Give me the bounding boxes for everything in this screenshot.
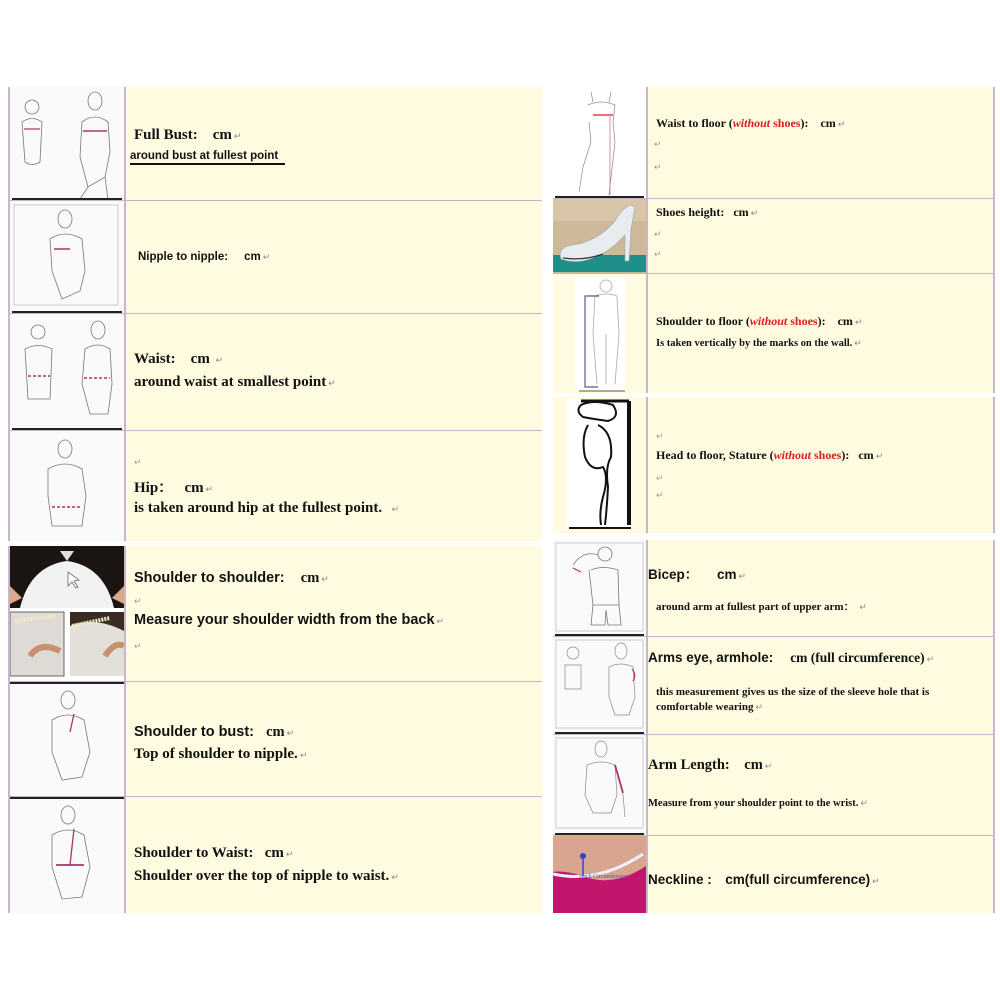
measurement-title: Waist to floor ( (656, 116, 733, 130)
return-mark-icon: ↵ (654, 139, 662, 149)
divider (555, 196, 644, 198)
measurement-title: Shoulder to Waist: (134, 845, 254, 861)
measurement-title: Hip： (134, 480, 174, 496)
profile-silhouette-icon (553, 397, 646, 533)
measurement-unit: cm (300, 570, 320, 586)
shoulder-to-waist-illustration (10, 797, 126, 913)
measurement-description: around arm at fullest part of upper arm： (656, 601, 855, 613)
return-mark-icon: ↵ (860, 798, 868, 808)
divider (10, 797, 124, 799)
measurement-unit: cm (244, 251, 261, 263)
measurement-description: Measure your shoulder width from the back (134, 612, 435, 628)
figure-sketch-icon (10, 682, 124, 795)
measurement-description: Measure from your shoulder point to the wrist. (648, 798, 859, 809)
shoulder-to-bust-cell (126, 682, 542, 796)
row-head-to-floor (553, 397, 993, 533)
right-measurement-table (553, 87, 995, 913)
return-mark-icon: ↵ (134, 596, 142, 606)
full-bust-illustration (10, 87, 126, 200)
row-shoulder-to-bust (10, 682, 542, 797)
left-measurement-table (8, 87, 542, 913)
emphasis-shoes: shoes (770, 116, 801, 130)
measurement-title: Nipple to nipple: (138, 251, 229, 263)
return-mark-icon: ↵ (299, 750, 308, 760)
row-full-bust (10, 87, 542, 201)
return-mark-icon: ↵ (262, 252, 271, 262)
return-mark-icon: ↵ (215, 355, 224, 365)
shoulder-to-waist-cell (126, 797, 542, 913)
figure-sketch-icon (553, 540, 646, 635)
return-mark-icon: ↵ (654, 249, 662, 259)
measurement-unit: cm(full circumference) (725, 872, 871, 887)
neckline-cell (648, 836, 993, 913)
hip-illustration (10, 431, 126, 541)
return-mark-icon: ↵ (738, 571, 747, 581)
armhole-illustration (553, 637, 648, 734)
emphasis-without: without (773, 448, 812, 462)
shoulder-to-floor-illustration (553, 274, 648, 393)
figure-sketch-icon (10, 431, 124, 541)
measurement-unit: cm (184, 480, 204, 496)
shoulder-to-floor-cell: Shoulder to floor (without shoes): cm ↵ Is taken vertically by the marks on the wall. ↵ (656, 314, 863, 349)
section-gap (553, 533, 995, 540)
measurement-unit: cm (212, 127, 232, 143)
measurement-title: Shoulder to shoulder: (134, 570, 285, 586)
row-waist (10, 314, 542, 431)
measurement-unit: cm (733, 205, 749, 219)
row-hip (10, 431, 542, 541)
return-mark-icon: ↵ (854, 338, 862, 348)
return-mark-icon: ↵ (755, 702, 763, 712)
row-shoulder-to-floor (553, 274, 993, 393)
return-mark-icon: ↵ (233, 131, 242, 141)
measurement-unit: cm (858, 448, 874, 462)
row-shoulder-to-waist (10, 797, 542, 913)
neckline-photo (553, 836, 648, 913)
return-mark-icon: ↵ (321, 574, 329, 584)
measurement-unit: cm (266, 724, 285, 740)
measurement-unit: cm (190, 351, 210, 367)
neck-tape-photo-icon (553, 836, 646, 913)
return-mark-icon: ↵ (205, 484, 214, 494)
measurement-title: Neckline : (648, 872, 712, 887)
bicep-cell (648, 540, 993, 636)
shirt-photo-icon (10, 546, 124, 680)
emphasis-without: without (749, 314, 788, 328)
full-bust-cell (126, 87, 542, 200)
return-mark-icon: ↵ (926, 654, 935, 664)
divider (555, 732, 644, 734)
measurement-title: Shoulder to bust: (134, 724, 255, 740)
emphasis-without: without (732, 116, 771, 130)
row-shoulder-to-shoulder (10, 546, 542, 682)
return-mark-icon: ↵ (656, 473, 664, 483)
figure-sketch-icon (10, 87, 124, 199)
measurement-unit: cm (full circumference) (790, 650, 925, 665)
measurement-description: is taken around hip at the fullest point. (134, 500, 383, 516)
measurement-unit: cm (744, 757, 763, 773)
measurement-description-continued: comfortable wearing (656, 701, 754, 713)
figure-sketch-icon (10, 797, 124, 911)
measurement-description: around waist at smallest point (134, 374, 327, 390)
measurement-title: Full Bust: (134, 127, 198, 143)
row-neckline (553, 836, 993, 913)
divider (10, 682, 124, 684)
nipple-to-nipple-illustration (10, 201, 126, 313)
row-bicep (553, 540, 993, 637)
figure-sketch-icon (10, 201, 124, 312)
measurement-unit: cm (717, 567, 737, 582)
waist-to-floor-illustration (553, 87, 648, 198)
shoes-height-cell (648, 199, 993, 273)
hip-cell (126, 431, 542, 541)
measurement-title: Bicep： (648, 567, 699, 582)
return-mark-icon: ↵ (764, 761, 773, 771)
return-mark-icon: ↵ (391, 872, 399, 882)
measurement-description: Shoulder over the top of nipple to waist. (134, 868, 390, 884)
measurement-title: Shoulder to floor ( (656, 314, 750, 328)
shoe-photo (553, 199, 648, 273)
divider (12, 311, 122, 313)
shoulder-to-shoulder-cell (126, 546, 542, 681)
measurement-description: around bust at fullest point (130, 150, 279, 162)
measurement-description: Top of shoulder to nipple. (134, 746, 298, 762)
return-mark-icon: ↵ (654, 229, 662, 239)
return-mark-icon: ↵ (859, 602, 867, 612)
standing-figure-icon (553, 274, 646, 393)
measurement-title: Head to floor, Stature ( (656, 448, 774, 462)
divider (555, 833, 644, 835)
row-shoes-height (553, 199, 993, 274)
row-waist-to-floor (553, 87, 993, 199)
return-mark-icon: ↵ (875, 451, 884, 461)
bicep-illustration (553, 540, 648, 636)
emphasis-shoes: shoes (811, 448, 842, 462)
waist-to-floor-cell: Waist to floor (without shoes): cm ↵ ↵ ↵ (654, 116, 846, 172)
shoulder-to-bust-illustration (10, 682, 126, 796)
return-mark-icon: ↵ (134, 457, 142, 467)
return-mark-icon: ↵ (436, 616, 445, 626)
measurement-unit: cm (820, 116, 836, 130)
figure-sketch-icon (553, 637, 646, 733)
measurement-title: Shoes height: (656, 205, 725, 219)
return-mark-icon: ↵ (872, 876, 880, 886)
measurement-unit: cm (837, 314, 853, 328)
measurement-description: this measurement gives us the size of the sleeve hole that is (656, 686, 930, 698)
svg-text:Neck Circumference: Neck Circumference (579, 874, 629, 880)
head-to-floor-illustration (553, 397, 648, 533)
return-mark-icon: ↵ (837, 119, 846, 129)
nipple-to-nipple-cell (126, 201, 542, 313)
arms-eye-cell (648, 637, 993, 734)
return-mark-icon: ↵ (285, 849, 294, 859)
row-nipple-to-nipple (10, 201, 542, 314)
shoulder-to-shoulder-photos (10, 546, 126, 681)
return-mark-icon: ↵ (391, 504, 400, 514)
head-to-floor-cell: ↵ Head to floor, Stature (without shoes): cm ↵ ↵ ↵ (656, 431, 884, 500)
divider (555, 634, 644, 636)
return-mark-icon: ↵ (656, 431, 664, 441)
arm-length-illustration (553, 735, 648, 835)
waist-cell (126, 314, 542, 430)
return-mark-icon: ↵ (328, 378, 336, 388)
figure-sketch-icon (553, 87, 646, 197)
return-mark-icon: ↵ (286, 728, 295, 738)
measurement-title: Arms eye, armhole: (648, 650, 774, 665)
return-mark-icon: ↵ (656, 490, 664, 500)
measurement-title: Arm Length: (648, 757, 730, 773)
figure-sketch-icon (553, 735, 646, 834)
divider (12, 198, 122, 200)
measurement-unit: cm (264, 845, 284, 861)
measurement-title: Waist: (134, 351, 176, 367)
figure-sketch-icon (10, 314, 124, 429)
measurement-description: Is taken vertically by the marks on the wall. (656, 338, 853, 349)
high-heel-shoe-icon (553, 199, 646, 272)
return-mark-icon: ↵ (134, 641, 142, 651)
return-mark-icon: ↵ (854, 317, 863, 327)
return-mark-icon: ↵ (750, 208, 759, 218)
row-arms-eye-armhole (553, 637, 993, 735)
arm-length-cell (648, 735, 993, 835)
waist-illustration (10, 314, 126, 430)
return-mark-icon: ↵ (654, 162, 662, 172)
row-arm-length (553, 735, 993, 836)
divider (12, 428, 122, 430)
emphasis-shoes: shoes (787, 314, 818, 328)
